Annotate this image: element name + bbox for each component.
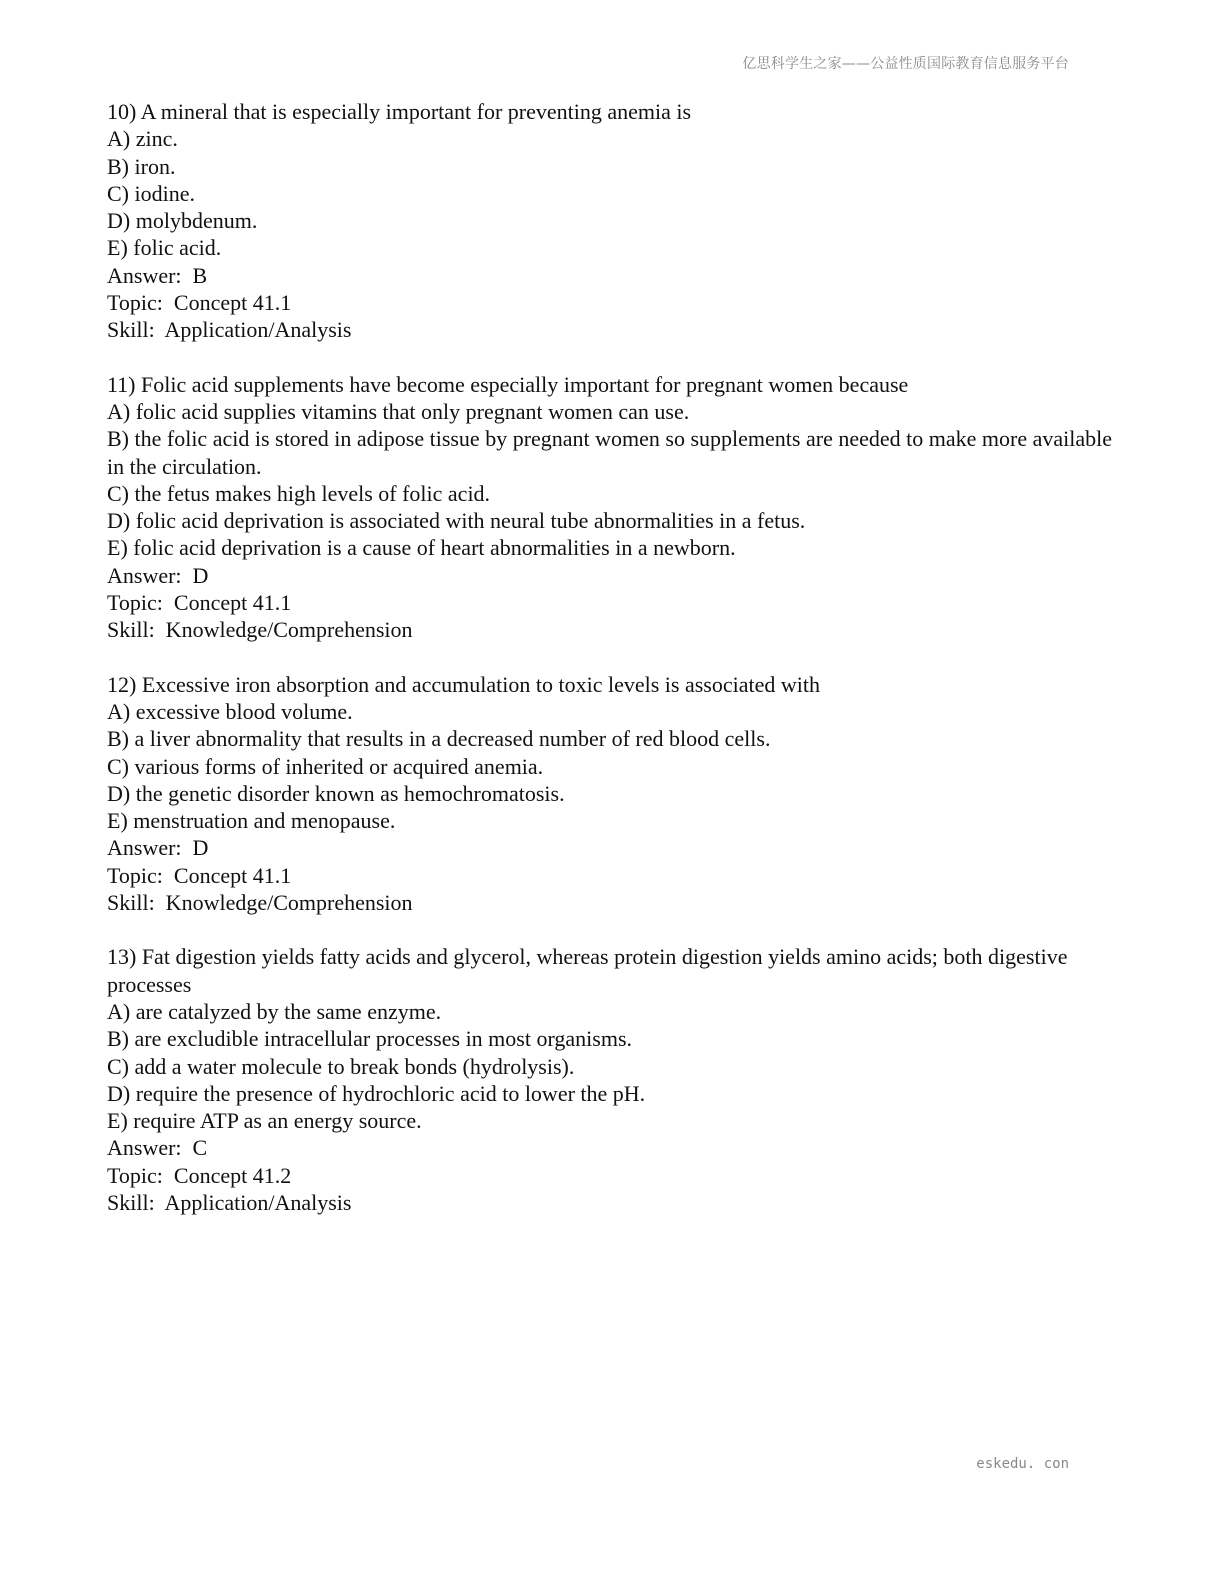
option-c: C) iodine. [107, 180, 195, 206]
option-d: D) folic acid deprivation is associated with neural tube abnormalities in a fetus. [107, 508, 806, 534]
option-d: D) require the presence of hydrochloric acid to lower the pH. [107, 1080, 646, 1106]
skill-line: Skill: Application/Analysis [107, 1189, 352, 1215]
question-stem: 13) Fat digestion yields fatty acids and glycerol, whereas protein digestion yields amino acids; both digestive processes [107, 944, 1073, 997]
question-11 [107, 371, 1117, 644]
question-10 [107, 98, 1117, 344]
question-list [107, 98, 1117, 1243]
option-a: A) folic acid supplies vitamins that only pregnant women can use. [107, 398, 690, 424]
skill-line: Skill: Knowledge/Comprehension [107, 890, 413, 916]
footer-site-url: eskedu. con [976, 1456, 1069, 1472]
option-e: E) folic acid deprivation is a cause of heart abnormalities in a newborn. [107, 535, 736, 561]
option-e: E) menstruation and menopause. [107, 808, 396, 834]
option-e: E) require ATP as an energy source. [107, 1108, 422, 1134]
option-a: A) excessive blood volume. [107, 698, 353, 724]
answer-line: Answer: B [107, 262, 208, 288]
question-12 [107, 671, 1117, 917]
skill-line: Skill: Application/Analysis [107, 317, 352, 343]
question-stem: 11) Folic acid supplements have become especially important for pregnant women because [107, 371, 909, 397]
answer-line: Answer: D [107, 562, 209, 588]
option-c: C) various forms of inherited or acquired anemia. [107, 753, 544, 779]
skill-line: Skill: Knowledge/Comprehension [107, 617, 413, 643]
option-b: B) are excludible intracellular processes in most organisms. [107, 1026, 633, 1052]
header-site-note: 亿思科学生之家——公益性质国际教育信息服务平台 [742, 56, 1069, 72]
question-stem: 12) Excessive iron absorption and accumulation to toxic levels is associated with [107, 671, 820, 697]
option-a: A) are catalyzed by the same enzyme. [107, 998, 442, 1024]
option-d: D) the genetic disorder known as hemochromatosis. [107, 780, 565, 806]
option-c: C) add a water molecule to break bonds (hydrolysis). [107, 1053, 575, 1079]
topic-line: Topic: Concept 41.2 [107, 1162, 292, 1188]
option-e: E) folic acid. [107, 235, 222, 261]
answer-line: Answer: C [107, 1135, 208, 1161]
question-13 [107, 943, 1117, 1216]
answer-line: Answer: D [107, 835, 209, 861]
topic-line: Topic: Concept 41.1 [107, 590, 292, 616]
option-a: A) zinc. [107, 126, 178, 152]
question-stem: 10) A mineral that is especially important for preventing anemia is [107, 99, 692, 124]
option-b: B) iron. [107, 153, 176, 179]
option-b: B) a liver abnormality that results in a decreased number of red blood cells. [107, 726, 771, 752]
option-b: B) the folic acid is stored in adipose tissue by pregnant women so supplements are needed to make more available in the circulation. [107, 426, 1118, 479]
topic-line: Topic: Concept 41.1 [107, 862, 292, 888]
option-d: D) molybdenum. [107, 208, 258, 234]
option-c: C) the fetus makes high levels of folic acid. [107, 480, 491, 506]
topic-line: Topic: Concept 41.1 [107, 290, 292, 316]
